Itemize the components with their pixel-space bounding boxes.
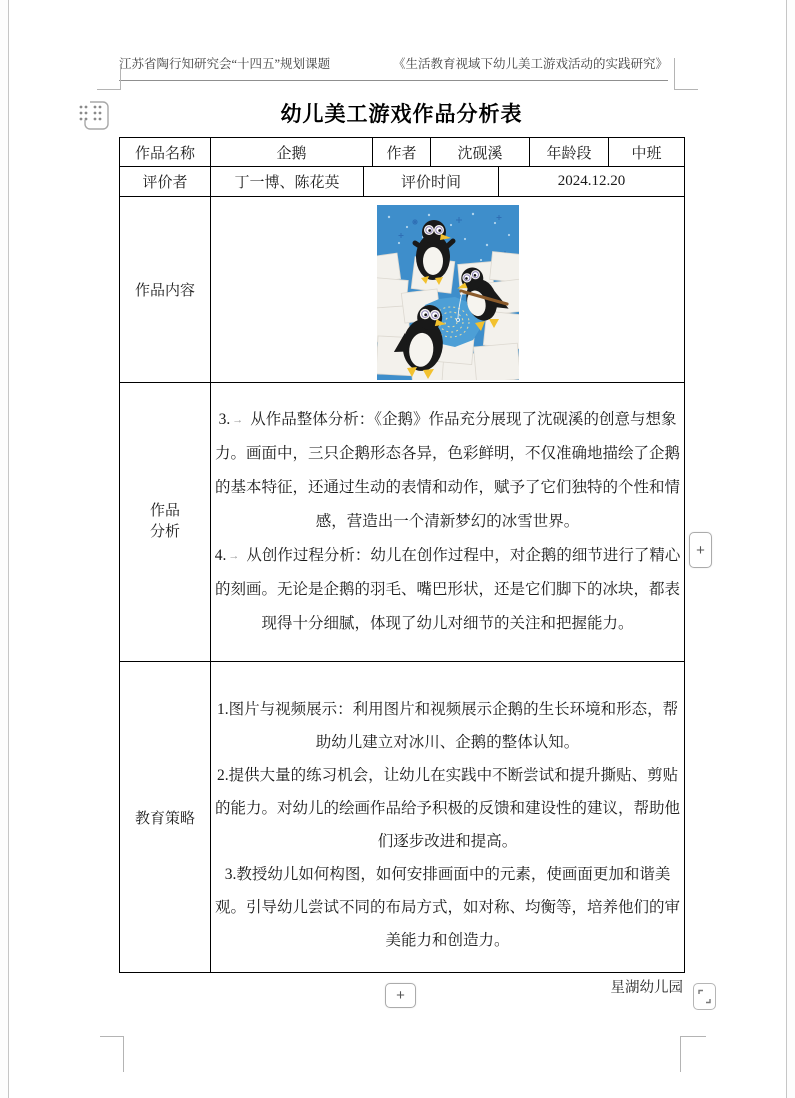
analysis-item-text: 从创作过程分析：幼儿在创作过程中，对企鹅的细节进行了精心的刻画。无论是企鹅的羽毛、嘴巴形状，还是它们脚下的冰块，都表现得十分细腻，体现了幼儿对细节的关注和把握能力。 [215, 547, 681, 632]
author-value[interactable]: 沈砚溪 [431, 138, 530, 167]
plus-icon: + [696, 541, 705, 559]
evaluator-label[interactable]: 评价者 [120, 167, 211, 197]
analysis-item-text: 从作品整体分析：《企鹅》作品充分展现了沈砚溪的创意与想象力。画面中，三只企鹅形态各异，色彩鲜明，不仅准确地描绘了企鹅的基本特征，还通过生动的表情和动作，赋予了它们独特的个性和情感，营造出一个清新梦幻的冰雪世界。 [215, 411, 681, 530]
table-row [120, 167, 685, 197]
work-content-cell[interactable] [211, 197, 685, 383]
analysis-item-number: 3. [218, 411, 231, 428]
work-name-value[interactable]: 企鹅 [211, 138, 373, 167]
evaluation-time-value[interactable]: 2024.12.20 [499, 167, 685, 197]
table-row [120, 383, 685, 662]
header-project-left: 江苏省陶行知研究会“十四五”规划课题 [119, 57, 331, 71]
strategy-paragraph: 1.图片与视频展示：利用图片和视频展示企鹅的生长环境和形态，帮助幼儿建立对冰川、企鹅的整体认知。 [216, 701, 679, 751]
text-boundary-mark-bottom-right [680, 1036, 706, 1072]
tab-formatting-mark: → [232, 414, 244, 426]
strategy-cell[interactable] [211, 662, 685, 973]
age-group-value[interactable]: 中班 [609, 138, 685, 167]
strategy-label[interactable]: 教育策略 [120, 662, 211, 973]
tab-formatting-mark: → [228, 550, 240, 562]
analysis-paragraph [213, 403, 682, 539]
add-table-column-button[interactable] [689, 532, 712, 568]
page-footer-school: 星湖幼儿园 [610, 980, 683, 996]
analysis-item-number: 4. [214, 547, 227, 564]
page-header [119, 54, 668, 81]
age-group-label[interactable]: 年龄段 [530, 138, 609, 167]
table-row [120, 662, 685, 973]
table-move-handle-icon[interactable] [77, 100, 111, 132]
add-table-row-button[interactable] [385, 983, 416, 1008]
work-analysis-label[interactable]: 作品 分析 [120, 383, 211, 662]
analysis-paragraph [213, 539, 682, 641]
document-page [8, 0, 787, 1098]
evaluation-time-label[interactable]: 评价时间 [364, 167, 499, 197]
text-boundary-mark-top-right [674, 58, 698, 90]
evaluator-value[interactable]: 丁一博、陈花英 [211, 167, 364, 197]
artwork-image[interactable] [377, 205, 519, 380]
work-name-label[interactable]: 作品名称 [120, 138, 211, 167]
page-title: 幼儿美工游戏作品分析表 [280, 102, 523, 126]
selection-corner-brackets-icon[interactable] [693, 983, 716, 1010]
plus-icon: + [396, 987, 405, 1004]
author-label[interactable]: 作者 [373, 138, 431, 167]
table-row [120, 197, 685, 383]
strategy-paragraph: 3.教授幼儿如何构图，如何安排画面中的元素，使画面更加和谐美观。引导幼儿尝试不同的布局方式，如对称、均衡等，培养他们的审美能力和创造力。 [215, 866, 681, 949]
text-boundary-mark-bottom-left [100, 1036, 124, 1072]
table-row [120, 138, 685, 167]
work-content-label[interactable]: 作品内容 [120, 197, 211, 383]
header-project-right: 《生活教育视域下幼儿美工游戏活动的实践研究》 [392, 57, 668, 71]
analysis-table [119, 137, 685, 973]
text-boundary-mark-top-left [97, 64, 121, 90]
strategy-paragraph: 2.提供大量的练习机会，让幼儿在实践中不断尝试和提升撕贴、剪贴的能力。对幼儿的绘画作品给予积极的反馈和建设性的建议，帮助他们逐步改进和提高。 [215, 767, 681, 850]
work-analysis-cell[interactable] [211, 383, 685, 662]
